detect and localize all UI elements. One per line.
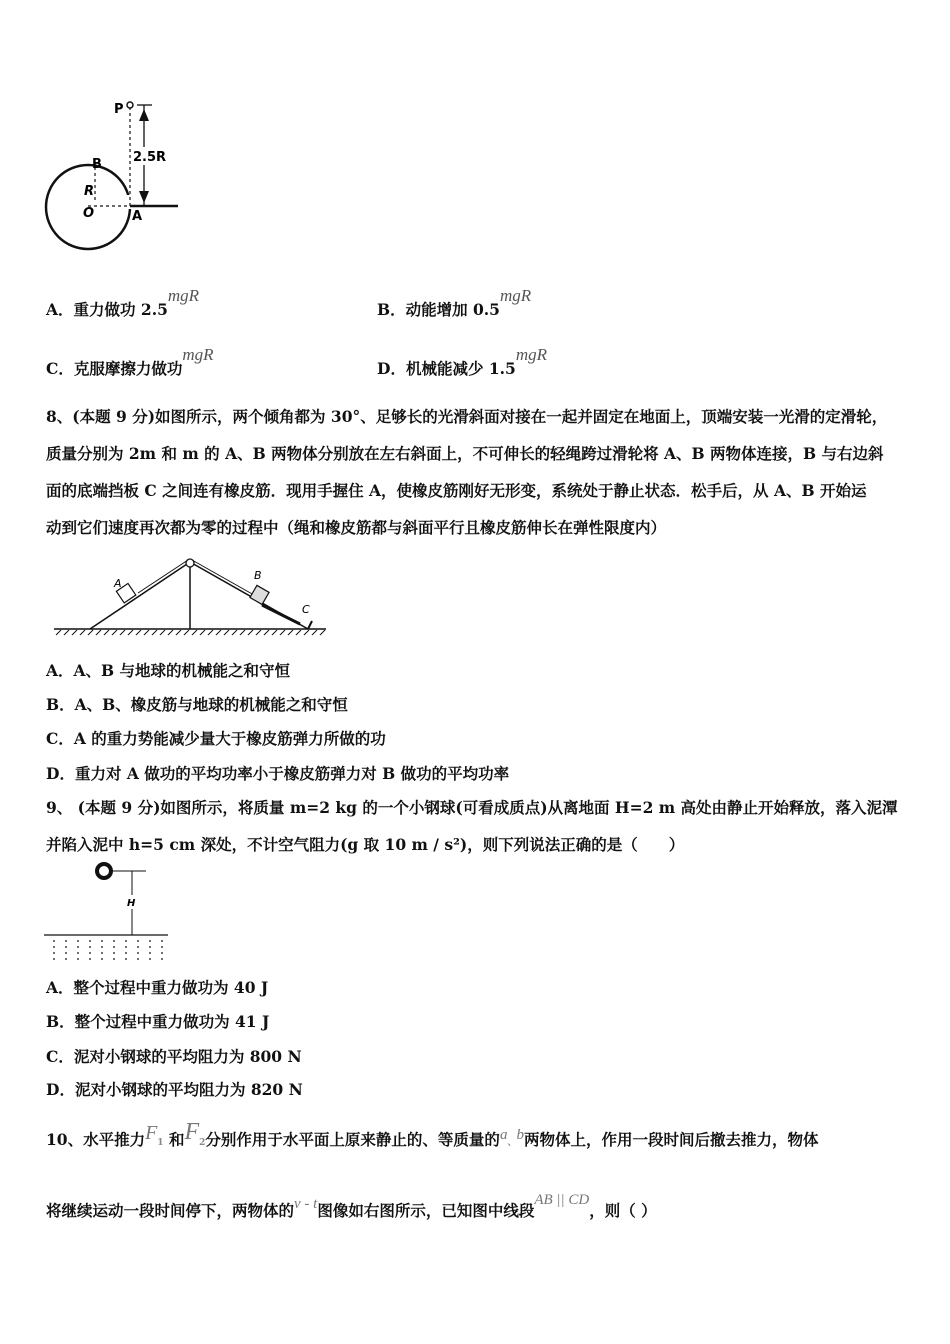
q8-option-c: C．A 的重力势能减少量大于橡皮筋弹力所做的功 — [46, 729, 386, 748]
label-o: O — [83, 206, 95, 221]
block-b — [250, 585, 269, 604]
q8-option-b: B．A、B、橡皮筋与地球的机械能之和守恒 — [46, 695, 348, 714]
arrow-up — [139, 109, 149, 121]
q9-option-c: C．泥对小钢球的平均阻力为 800 N — [46, 1047, 302, 1066]
q9-option-d: D．泥对小钢球的平均阻力为 820 N — [46, 1080, 303, 1099]
q8-line-1: 8、(本题 9 分)如图所示，两个倾角都为 30°、足够长的光滑斜面对接在一起并固定在地面上，顶端安装一光滑的定滑轮， — [46, 407, 888, 426]
q9-line-1: 9、 (本题 9 分)如图所示，将质量 m=2 kg 的一个小钢球(可看成质点)从离地面 H=2 m 高处由静止开始释放，落入泥潭 — [46, 798, 898, 817]
rope-left — [138, 560, 188, 593]
label-p: P — [114, 102, 124, 117]
figure-circle-track — [40, 95, 190, 255]
q10-line-1: 10、水平推力F1 和F2分别作用于水平面上原来静止的、等质量的a、b两物体上，作用一段时间后撤去推力，物体 — [46, 1119, 819, 1149]
q7-option-a: A．重力做功 2.5mgR — [46, 286, 200, 319]
label-b: B — [254, 569, 262, 582]
q8-option-d: D．重力对 A 做功的平均功率小于橡皮筋弹力对 B 做功的平均功率 — [46, 764, 510, 783]
mud-dots — [54, 940, 162, 960]
figure-double-incline — [50, 555, 335, 640]
q9-option-a: A．整个过程中重力做功为 40 J — [46, 978, 269, 997]
q7-option-c: C．克服摩擦力做功mgR — [46, 345, 214, 378]
stopper-c — [308, 621, 312, 629]
label-a: A — [132, 209, 143, 224]
q8-line-3: 面的底端挡板 C 之间连有橡皮筋．现用手握住 A，使橡皮筋刚好无形变，系统处于静止状态．松手后，从 A、B 开始运 — [46, 481, 867, 500]
point-p — [127, 102, 133, 108]
label-height: 2.5R — [133, 150, 167, 165]
steel-ball — [97, 864, 111, 878]
arrow-down — [139, 191, 149, 203]
rope-right — [192, 560, 254, 595]
label-h: H — [127, 898, 136, 909]
q8-line-4: 动到它们速度再次都为零的过程中（绳和橡皮筋都与斜面平行且橡皮筋伸长在弹性限度内） — [46, 518, 667, 537]
q7-option-b: B．动能增加 0.5mgR — [377, 286, 532, 319]
q9-option-b: B．整个过程中重力做功为 41 J — [46, 1012, 270, 1031]
q8-option-a: A．A、B 与地球的机械能之和守恒 — [46, 661, 291, 680]
q7-option-d: D．机械能减少 1.5mgR — [377, 345, 547, 378]
left-incline — [90, 562, 190, 629]
figure-ball-mud — [40, 860, 180, 965]
q10-line-2: 将继续运动一段时间停下，两物体的v - t图像如右图所示，已知图中线段AB || CD，则（ ） — [46, 1192, 657, 1220]
label-a: A — [114, 577, 122, 590]
label-r: R — [84, 184, 95, 199]
label-b: B — [92, 157, 102, 172]
q9-line-2: 并陷入泥中 h=5 cm 深处，不计空气阻力(g 取 10 m / s²)，则下列说法正确的是（ ） — [46, 835, 685, 854]
ground-hatch — [56, 630, 325, 635]
q8-line-2: 质量分别为 2m 和 m 的 A、B 两物体分别放在左右斜面上，不可伸长的轻绳跨过滑轮将 A、B 两物体连接，B 与右边斜 — [46, 444, 884, 463]
label-c: C — [302, 603, 310, 616]
rubber-band — [262, 605, 300, 624]
